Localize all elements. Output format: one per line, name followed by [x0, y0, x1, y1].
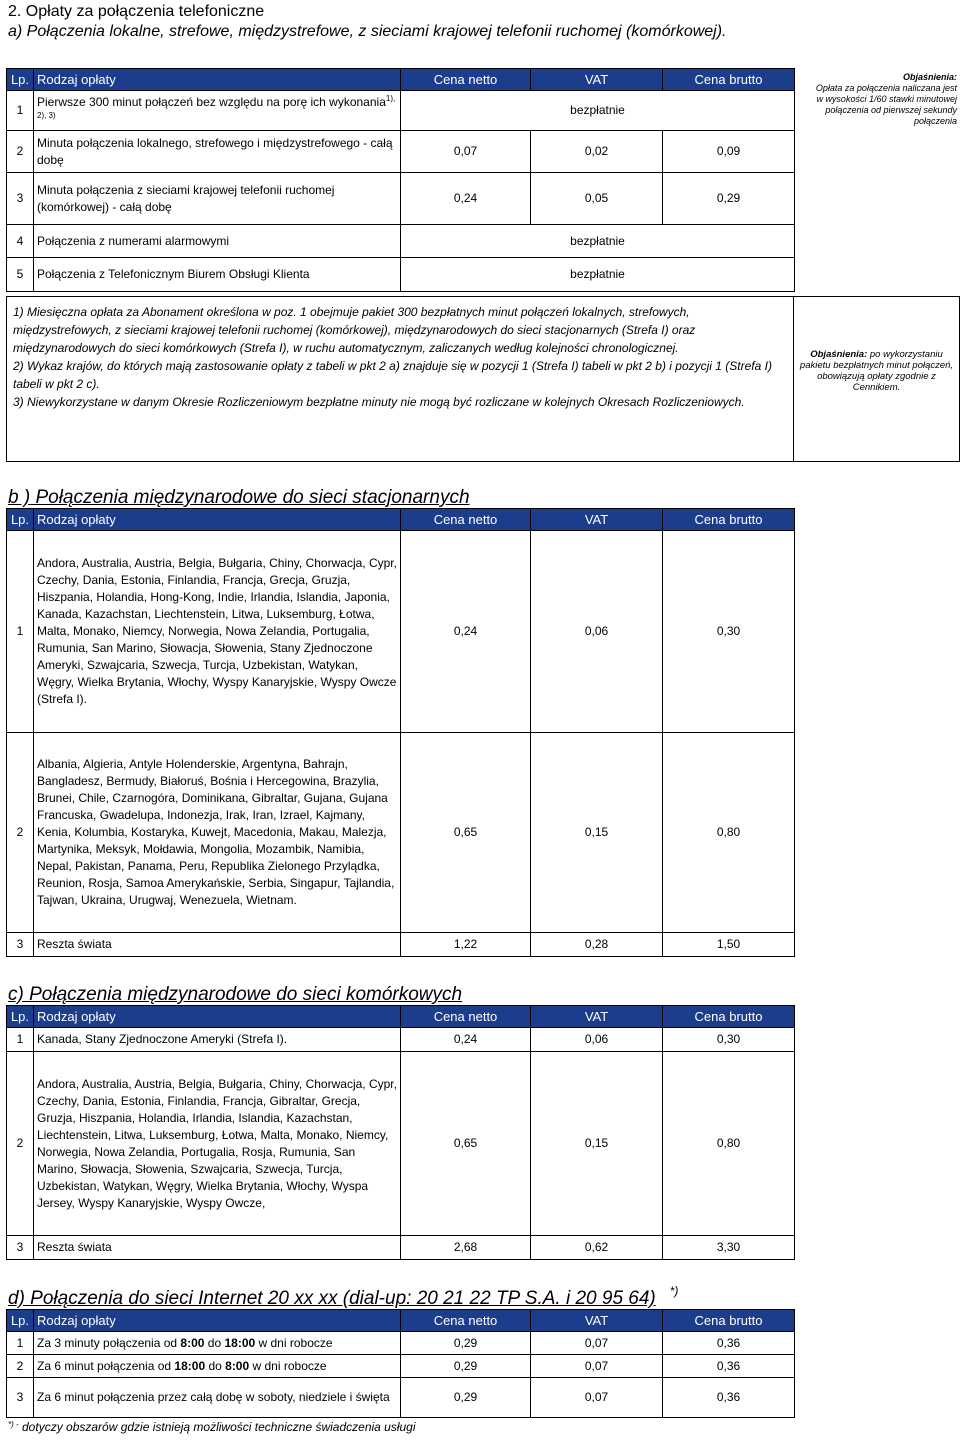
table-row — [7, 1378, 795, 1418]
row-lp: 3 — [7, 1236, 34, 1260]
price-vat: 0,06 — [531, 531, 663, 733]
row-lp: 5 — [7, 258, 34, 292]
footnote-text: dotyczy obszarów gdzie istnieją możliwości techniczne świadczenia usługi — [18, 1420, 416, 1434]
price-net: 0,29 — [401, 1332, 531, 1355]
row-label: Połączenia z numerami alarmowymi — [34, 225, 401, 258]
row-lp: 1 — [7, 1028, 34, 1052]
price-net: 0,07 — [401, 131, 531, 173]
price-gross: 0,29 — [663, 173, 795, 225]
footnote-ref: 1), 2), 3) — [37, 93, 396, 120]
price-vat: 0,07 — [531, 1378, 663, 1418]
row-lp: 3 — [7, 173, 34, 225]
row-lp: 2 — [7, 131, 34, 173]
table-row — [7, 531, 795, 733]
section-d-title — [8, 1284, 679, 1310]
col-vat: VAT — [531, 509, 663, 531]
row-label-text: do — [204, 1335, 225, 1350]
row-label-text: Za 3 minuty połączenia od — [37, 1335, 181, 1350]
col-net: Cena netto — [401, 69, 531, 91]
price-net: 0,65 — [401, 1052, 531, 1236]
price-net: 0,65 — [401, 733, 531, 933]
table-row — [7, 1332, 795, 1355]
price-vat: 0,07 — [531, 1355, 663, 1378]
col-gross: Cena brutto — [663, 69, 795, 91]
price-vat: 0,15 — [531, 1052, 663, 1236]
price-gross: 1,50 — [663, 933, 795, 957]
row-label: Kanada, Stany Zjednoczone Ameryki (Strefa I). — [34, 1028, 401, 1052]
price-gross: 0,30 — [663, 531, 795, 733]
table-d-header — [7, 1310, 795, 1332]
table-row — [7, 131, 795, 173]
footnote-ref: *) — [669, 1284, 679, 1298]
col-type: Rodzaj opłaty — [34, 69, 401, 91]
footnote-mark: *) - — [8, 1420, 19, 1429]
row-lp: 4 — [7, 225, 34, 258]
price-net: 0,29 — [401, 1378, 531, 1418]
col-vat: VAT — [531, 69, 663, 91]
price-gross: 0,36 — [663, 1355, 795, 1378]
row-lp: 3 — [7, 1378, 34, 1418]
col-type: Rodzaj opłaty — [34, 509, 401, 531]
row-lp: 3 — [7, 933, 34, 957]
table-row — [7, 91, 795, 131]
row-lp: 1 — [7, 91, 34, 131]
col-lp: Lp. — [7, 509, 34, 531]
row-label — [34, 1355, 401, 1378]
row-label: Reszta świata — [34, 933, 401, 957]
row-label: Albania, Algieria, Antyle Holenderskie, Argentyna, Bahrajn, Bangladesz, Bermudy, Białoruś, Bośnia i Hercegowina, Brazylia, Brunei, Chile, Czarnogóra, Dominikana, Gibraltar, Gujana, Gujana Francuska, Gwadelupa, Indonezja, Irak, Iran, Izrael, Kajmany, Kenia, Kolumbia, Kostaryka, Kuwejt, Macedonia, Makau, Malezja, Martynika, Meksyk, Mołdawia, Mongolia, Mozambik, Namibia, Nepal, Pakistan, Panama, Peru, Republika Zielonego Przylądka, Reunion, Rosja, Samoa Amerykańskie, Serbia, Singapur, Tajlandia, Tajwan, Ukraina, Urugwaj, Wenezuela, Wietnam. — [34, 733, 401, 933]
row-label: Minuta połączenia z sieciami krajowej telefonii ruchomej (komórkowej) - całą dobę — [34, 173, 401, 225]
row-label — [34, 1332, 401, 1355]
price-vat: 0,05 — [531, 173, 663, 225]
col-vat: VAT — [531, 1310, 663, 1332]
col-gross: Cena brutto — [663, 1006, 795, 1028]
table-row — [7, 933, 795, 957]
row-label: Minuta połączenia lokalnego, strefowego i międzystrefowego - całą dobę — [34, 131, 401, 173]
table-row — [7, 258, 795, 292]
price-gross: 0,30 — [663, 1028, 795, 1052]
price-vat: 0,62 — [531, 1236, 663, 1260]
col-net: Cena netto — [401, 509, 531, 531]
table-c-header — [7, 1006, 795, 1028]
explanation-text: po wykorzystaniu pakietu bezpłatnych minut połączeń, obowiązują opłaty zgodnie z Cennikiem. — [799, 349, 954, 393]
table-b-header — [7, 509, 795, 531]
col-net: Cena netto — [401, 1310, 531, 1332]
row-label-text: Pierwsze 300 minut połączeń bez względu na porę ich wykonania — [37, 94, 386, 109]
section-d-title-text: d) Połączenia do sieci Internet 20 xx xx (dial-up: 20 21 22 TP S.A. i 20 95 64) — [8, 1288, 656, 1309]
col-type: Rodzaj opłaty — [34, 1006, 401, 1028]
section-a-subtitle: a) Połączenia lokalne, strefowe, międzystrefowe, z sieciami krajowej telefonii ruchomej (komórkowej). — [8, 23, 727, 40]
explanation-note-b — [794, 296, 960, 462]
explanation-label: Objaśnienia: — [810, 349, 868, 360]
col-lp: Lp. — [7, 69, 34, 91]
price-gross: 0,09 — [663, 131, 795, 173]
price-gross: 0,80 — [663, 733, 795, 933]
col-lp: Lp. — [7, 1006, 34, 1028]
row-label: Reszta świata — [34, 1236, 401, 1260]
price-net: 0,24 — [401, 1028, 531, 1052]
table-row — [7, 1052, 795, 1236]
row-label-text: w dni robocze — [255, 1335, 333, 1350]
price-net: 2,68 — [401, 1236, 531, 1260]
section-title: 2. Opłaty za połączenia telefoniczne — [8, 3, 265, 20]
section-b-title: b ) Połączenia międzynarodowe do sieci stacjonarnych — [8, 487, 470, 508]
time-to: 18:00 — [224, 1335, 256, 1350]
row-label: Andora, Australia, Austria, Belgia, Bułgaria, Chiny, Chorwacja, Cypr, Czechy, Dania, Estonia, Finlandia, Francja, Grecja, Gruzja, Hiszpania, Holandia, Hong-Kong, Indie, Irlandia, Islandia, Japonia, Kanada, Kazachstan, Liechtenstein, Litwa, Luksemburg, Łotwa, Malta, Monako, Niemcy, Norwegia, Nowa Zelandia, Portugalia, Rumunia, San Marino, Słowacja, Słowenia, Stany Zjednoczone Ameryki, Szwajcaria, Szwecja, Turcja, Uzbekistan, Watykan, Węgry, Wielka Brytania, Włochy, Wyspy Kanaryjskie, Wyspy Owcze (Strefa I). — [34, 531, 401, 733]
footnote-3: 3) Niewykorzystane w danym Okresie Rozliczeniowym bezpłatne minuty nie mogą być rozliczane w kolejnych Okresach Rozliczeniowych. — [13, 395, 745, 409]
free-price: bezpłatnie — [401, 258, 795, 292]
price-net: 0,29 — [401, 1355, 531, 1378]
price-gross: 0,36 — [663, 1378, 795, 1418]
footnote-2: 2) Wykaz krajów, do których mają zastosowanie opłaty z tabeli w pkt 2 a) znajduje się w pozycji 1 (Strefa I) tabeli w pkt 2 b) i pozycji 1 (Strefa I) tabeli w pkt 2 c). — [13, 359, 772, 391]
free-price: bezpłatnie — [401, 91, 795, 131]
price-vat: 0,15 — [531, 733, 663, 933]
explanation-label: Objaśnienia: — [902, 72, 957, 82]
row-lp: 1 — [7, 531, 34, 733]
table-row — [7, 1355, 795, 1378]
footnote-1: 1) Miesięczna opłata za Abonament określona w poz. 1 obejmuje pakiet 300 bezpłatnych minut połączeń lokalnych, strefowych, międzystrefowych, z sieciami krajowej telefonii ruchomej (komórkowej), międzynarodowych do sieci stacjonarnych (Strefa I) oraz międzynarodowych do sieci komórkowych (Strefa I), w ruchu automatycznym, zaliczanych według kolejności chronologicznej. — [13, 305, 696, 355]
table-a-header — [7, 69, 795, 91]
table-row — [7, 1028, 795, 1052]
col-vat: VAT — [531, 1006, 663, 1028]
table-row — [7, 173, 795, 225]
row-label-text: Za 6 minut połączenia od — [37, 1358, 175, 1373]
price-gross: 3,30 — [663, 1236, 795, 1260]
price-vat: 0,02 — [531, 131, 663, 173]
row-lp: 1 — [7, 1332, 34, 1355]
section-d-footnote — [8, 1420, 416, 1434]
col-lp: Lp. — [7, 1310, 34, 1332]
row-label: Andora, Australia, Austria, Belgia, Bułgaria, Chiny, Chorwacja, Cypr, Czechy, Dania, Estonia, Finlandia, Francja, Gibraltar, Grecja, Gruzja, Hiszpania, Holandia, Irlandia, Islandia, Kazachstan, Liechtenstein, Litwa, Luksemburg, Łotwa, Malta, Monako, Niemcy, Norwegia, Nowa Zelandia, Portugalia, Rosja, Rumunia, San Marino, Słowacja, Słowenia, Szwajcaria, Szwecja, Turcja, Uzbekistan, Watykan, Węgry, Wielka Brytania, Włochy, Wyspa Jersey, Wyspy Kanaryjskie, Wyspy Owcze, — [34, 1052, 401, 1236]
row-lp: 2 — [7, 733, 34, 933]
row-label-text: do — [205, 1358, 226, 1373]
table-row — [7, 733, 795, 933]
price-gross: 0,80 — [663, 1052, 795, 1236]
footnotes-box — [6, 296, 794, 462]
price-gross: 0,36 — [663, 1332, 795, 1355]
explanation-text: Opłata za połączenia naliczana jest w wysokości 1/60 stawki minutowej połączenia od pierwszej sekundy połączenia — [815, 83, 957, 126]
col-net: Cena netto — [401, 1006, 531, 1028]
table-a — [6, 68, 795, 292]
table-b — [6, 508, 795, 957]
price-net: 1,22 — [401, 933, 531, 957]
row-label-text: w dni robocze — [249, 1358, 327, 1373]
price-vat: 0,06 — [531, 1028, 663, 1052]
explanation-note-a — [815, 72, 957, 127]
section-c-title: c) Połączenia międzynarodowe do sieci komórkowych — [8, 984, 463, 1005]
col-type: Rodzaj opłaty — [34, 1310, 401, 1332]
col-gross: Cena brutto — [663, 1310, 795, 1332]
col-gross: Cena brutto — [663, 509, 795, 531]
row-label: Połączenia z Telefonicznym Biurem Obsługi Klienta — [34, 258, 401, 292]
table-d — [6, 1309, 795, 1418]
price-vat: 0,28 — [531, 933, 663, 957]
free-price: bezpłatnie — [401, 225, 795, 258]
row-lp: 2 — [7, 1052, 34, 1236]
time-from: 8:00 — [180, 1335, 205, 1350]
time-to: 8:00 — [225, 1358, 250, 1373]
table-row — [7, 225, 795, 258]
price-net: 0,24 — [401, 173, 531, 225]
table-row — [7, 1236, 795, 1260]
table-c — [6, 1005, 795, 1260]
row-label — [34, 91, 401, 131]
time-from: 18:00 — [174, 1358, 206, 1373]
row-lp: 2 — [7, 1355, 34, 1378]
price-vat: 0,07 — [531, 1332, 663, 1355]
row-label: Za 6 minut połączenia przez całą dobę w soboty, niedziele i święta — [34, 1378, 401, 1418]
price-net: 0,24 — [401, 531, 531, 733]
